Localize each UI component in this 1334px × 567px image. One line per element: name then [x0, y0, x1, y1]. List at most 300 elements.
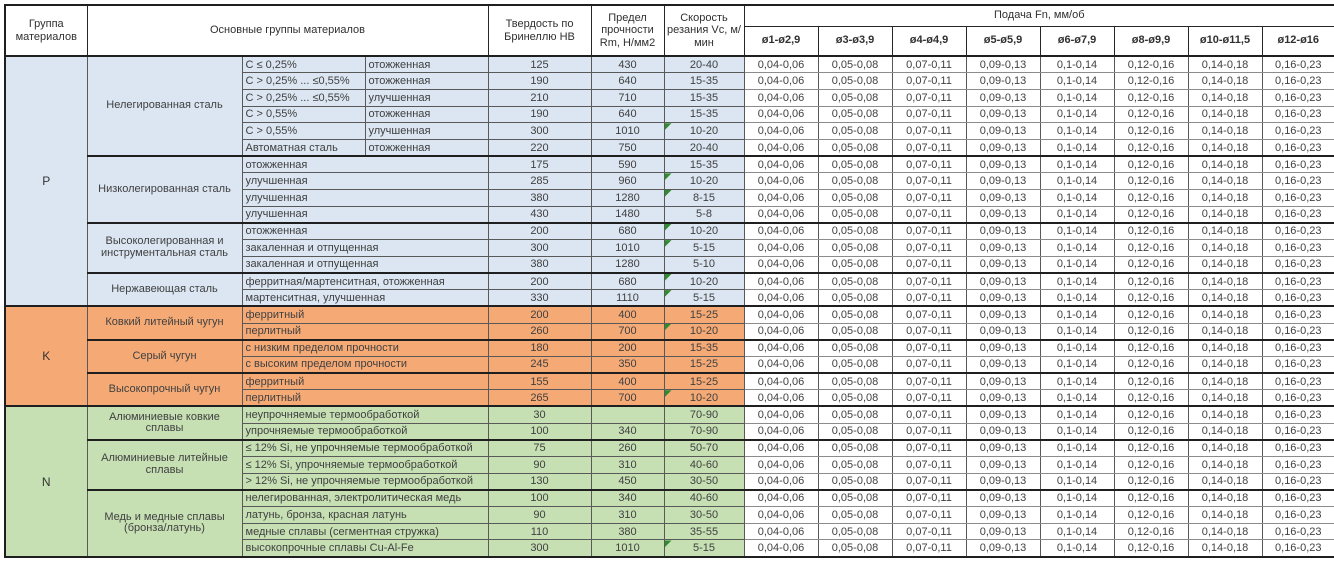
hardness-cell: 90: [488, 457, 591, 474]
feed-cell: 0,04-0,06: [744, 123, 818, 140]
strength-cell: 340: [591, 423, 664, 440]
composition-cell: C > 0,55%: [242, 123, 365, 140]
hardness-cell: 200: [488, 306, 591, 323]
feed-cell: 0,16-0,23: [1262, 507, 1334, 524]
feed-cell: 0,1-0,14: [1040, 139, 1114, 156]
feed-cell: 0,07-0,11: [892, 156, 966, 173]
material-group-cell: Высокопрочный чугун: [87, 373, 242, 406]
table-row: [5, 440, 1334, 457]
strength-cell: 260: [591, 440, 664, 457]
cutting-speed-cell: 10-20: [664, 273, 744, 290]
feed-cell: 0,14-0,18: [1188, 323, 1262, 340]
hardness-cell: 430: [488, 206, 591, 223]
feed-cell: 0,07-0,11: [892, 273, 966, 290]
feed-cell: 0,07-0,11: [892, 340, 966, 357]
strength-cell: 960: [591, 173, 664, 190]
feed-cell: 0,1-0,14: [1040, 173, 1114, 190]
subgroup-cell: улучшенная: [242, 173, 488, 190]
feed-cell: 0,12-0,16: [1114, 156, 1188, 173]
feed-cell: 0,05-0,08: [818, 356, 892, 373]
feed-cell: 0,12-0,16: [1114, 139, 1188, 156]
feed-cell: 0,14-0,18: [1188, 523, 1262, 540]
feed-cell: 0,09-0,13: [966, 540, 1040, 557]
hardness-cell: 130: [488, 473, 591, 490]
feed-cell: 0,09-0,13: [966, 323, 1040, 340]
header-material-group: Группа материалов: [5, 5, 87, 56]
feed-cell: 0,09-0,13: [966, 473, 1040, 490]
material-group-cell: Высоколегированная и инструментальная сталь: [87, 223, 242, 273]
feed-cell: 0,12-0,16: [1114, 173, 1188, 190]
feed-cell: 0,12-0,16: [1114, 423, 1188, 440]
feed-cell: 0,1-0,14: [1040, 223, 1114, 240]
feed-cell: 0,09-0,13: [966, 390, 1040, 407]
feed-cell: 0,09-0,13: [966, 56, 1040, 73]
strength-cell: 1280: [591, 190, 664, 207]
feed-cell: 0,1-0,14: [1040, 356, 1114, 373]
strength-cell: 1010: [591, 240, 664, 257]
feed-cell: 0,16-0,23: [1262, 139, 1334, 156]
subgroup-cell: перлитный: [242, 323, 488, 340]
group-letter-cell: K: [5, 306, 87, 406]
feed-cell: 0,16-0,23: [1262, 290, 1334, 307]
state-cell: улучшенная: [365, 89, 488, 106]
feed-diameter-header: ø12-ø16: [1262, 26, 1334, 56]
feed-cell: 0,05-0,08: [818, 56, 892, 73]
feed-cell: 0,1-0,14: [1040, 473, 1114, 490]
strength-cell: 710: [591, 89, 664, 106]
comment-flag-icon: [665, 290, 672, 297]
subgroup-cell: улучшенная: [242, 206, 488, 223]
comment-flag-icon: [665, 390, 672, 397]
feed-cell: 0,12-0,16: [1114, 206, 1188, 223]
cutting-speed-cell: 5-15: [664, 540, 744, 557]
feed-cell: 0,1-0,14: [1040, 89, 1114, 106]
subgroup-cell: отожженная: [242, 156, 488, 173]
hardness-cell: 125: [488, 56, 591, 73]
feed-cell: 0,09-0,13: [966, 123, 1040, 140]
feed-cell: 0,14-0,18: [1188, 507, 1262, 524]
feed-cell: 0,14-0,18: [1188, 306, 1262, 323]
feed-cell: 0,04-0,06: [744, 457, 818, 474]
feed-cell: 0,09-0,13: [966, 156, 1040, 173]
feed-cell: 0,16-0,23: [1262, 223, 1334, 240]
feed-cell: 0,07-0,11: [892, 306, 966, 323]
feed-cell: 0,09-0,13: [966, 240, 1040, 257]
feed-cell: 0,09-0,13: [966, 523, 1040, 540]
material-group-cell: Низколегированная сталь: [87, 156, 242, 223]
subgroup-cell: ≤ 12% Si, не упрочняемые термообработкой: [242, 440, 488, 457]
feed-cell: 0,05-0,08: [818, 206, 892, 223]
feed-cell: 0,07-0,11: [892, 473, 966, 490]
feed-diameter-header: ø6-ø7,9: [1040, 26, 1114, 56]
hardness-cell: 265: [488, 390, 591, 407]
feed-cell: 0,05-0,08: [818, 373, 892, 390]
hardness-cell: 220: [488, 139, 591, 156]
feed-cell: 0,14-0,18: [1188, 173, 1262, 190]
strength-cell: 700: [591, 390, 664, 407]
feed-cell: 0,09-0,13: [966, 89, 1040, 106]
feed-cell: 0,1-0,14: [1040, 56, 1114, 73]
feed-cell: 0,16-0,23: [1262, 390, 1334, 407]
feed-cell: 0,16-0,23: [1262, 240, 1334, 257]
feed-cell: 0,14-0,18: [1188, 89, 1262, 106]
feed-cell: 0,16-0,23: [1262, 273, 1334, 290]
feed-cell: 0,05-0,08: [818, 340, 892, 357]
feed-cell: 0,04-0,06: [744, 56, 818, 73]
subgroup-cell: ферритный: [242, 306, 488, 323]
subgroup-cell: отожженная: [242, 223, 488, 240]
feed-cell: 0,12-0,16: [1114, 73, 1188, 90]
feed-cell: 0,04-0,06: [744, 523, 818, 540]
feed-cell: 0,09-0,13: [966, 106, 1040, 123]
feed-cell: 0,14-0,18: [1188, 156, 1262, 173]
feed-cell: 0,04-0,06: [744, 406, 818, 423]
subgroup-cell: > 12% Si, не упрочняемые термообработкой: [242, 473, 488, 490]
cutting-speed-cell: 5-8: [664, 206, 744, 223]
feed-cell: 0,04-0,06: [744, 173, 818, 190]
feed-cell: 0,14-0,18: [1188, 457, 1262, 474]
feed-cell: 0,12-0,16: [1114, 457, 1188, 474]
feed-cell: 0,16-0,23: [1262, 156, 1334, 173]
feed-cell: 0,12-0,16: [1114, 523, 1188, 540]
feed-cell: 0,05-0,08: [818, 473, 892, 490]
feed-cell: 0,04-0,06: [744, 540, 818, 557]
feed-cell: 0,1-0,14: [1040, 190, 1114, 207]
cutting-speed-cell: 8-15: [664, 190, 744, 207]
feed-cell: 0,12-0,16: [1114, 507, 1188, 524]
feed-cell: 0,1-0,14: [1040, 273, 1114, 290]
feed-cell: 0,14-0,18: [1188, 423, 1262, 440]
cutting-speed-cell: 20-40: [664, 139, 744, 156]
hardness-cell: 90: [488, 507, 591, 524]
feed-cell: 0,16-0,23: [1262, 440, 1334, 457]
feed-cell: 0,04-0,06: [744, 423, 818, 440]
feed-cell: 0,1-0,14: [1040, 390, 1114, 407]
feed-cell: 0,05-0,08: [818, 240, 892, 257]
feed-cell: 0,09-0,13: [966, 490, 1040, 507]
subgroup-cell: медные сплавы (сегментная стружка): [242, 523, 488, 540]
strength-cell: 1480: [591, 206, 664, 223]
feed-cell: 0,14-0,18: [1188, 223, 1262, 240]
feed-cell: 0,16-0,23: [1262, 356, 1334, 373]
hardness-cell: 190: [488, 73, 591, 90]
cutting-speed-cell: 15-35: [664, 156, 744, 173]
strength-cell: 640: [591, 106, 664, 123]
feed-cell: 0,12-0,16: [1114, 306, 1188, 323]
feed-cell: 0,12-0,16: [1114, 473, 1188, 490]
feed-cell: 0,12-0,16: [1114, 356, 1188, 373]
feed-cell: 0,12-0,16: [1114, 540, 1188, 557]
feed-cell: 0,04-0,06: [744, 206, 818, 223]
subgroup-cell: закаленная и отпущенная: [242, 240, 488, 257]
hardness-cell: 75: [488, 440, 591, 457]
subgroup-cell: латунь, бронза, красная латунь: [242, 507, 488, 524]
cutting-speed-cell: 30-50: [664, 507, 744, 524]
feed-cell: 0,04-0,06: [744, 89, 818, 106]
hardness-cell: 210: [488, 89, 591, 106]
hardness-cell: 300: [488, 540, 591, 557]
feed-cell: 0,1-0,14: [1040, 156, 1114, 173]
comment-flag-icon: [665, 540, 672, 547]
feed-cell: 0,16-0,23: [1262, 73, 1334, 90]
hardness-cell: 200: [488, 223, 591, 240]
hardness-cell: 110: [488, 523, 591, 540]
cutting-speed-cell: 70-90: [664, 423, 744, 440]
table-row: [5, 373, 1334, 390]
feed-cell: 0,04-0,06: [744, 373, 818, 390]
subgroup-cell: улучшенная: [242, 190, 488, 207]
feed-cell: 0,14-0,18: [1188, 340, 1262, 357]
strength-cell: 680: [591, 273, 664, 290]
feed-cell: 0,09-0,13: [966, 256, 1040, 273]
feed-cell: 0,09-0,13: [966, 373, 1040, 390]
feed-cell: 0,04-0,06: [744, 106, 818, 123]
table-row: [5, 223, 1334, 240]
feed-cell: 0,16-0,23: [1262, 406, 1334, 423]
feed-diameter-header: ø4-ø4,9: [892, 26, 966, 56]
header-cutting-speed: Скорость резания Vc, м/мин: [664, 5, 744, 56]
strength-cell: 1280: [591, 256, 664, 273]
feed-cell: 0,04-0,06: [744, 390, 818, 407]
feed-cell: 0,16-0,23: [1262, 523, 1334, 540]
subgroup-cell: неупрочняемые термообработкой: [242, 406, 488, 423]
feed-cell: 0,14-0,18: [1188, 540, 1262, 557]
feed-cell: 0,09-0,13: [966, 223, 1040, 240]
feed-cell: 0,14-0,18: [1188, 240, 1262, 257]
subgroup-cell: с низким пределом прочности: [242, 340, 488, 357]
feed-cell: 0,12-0,16: [1114, 240, 1188, 257]
feed-diameter-header: ø3-ø3,9: [818, 26, 892, 56]
cutting-speed-cell: 15-25: [664, 373, 744, 390]
state-cell: улучшенная: [365, 123, 488, 140]
strength-cell: 590: [591, 156, 664, 173]
feed-cell: 0,07-0,11: [892, 457, 966, 474]
feed-cell: 0,12-0,16: [1114, 223, 1188, 240]
feed-cell: 0,16-0,23: [1262, 473, 1334, 490]
state-cell: отожженная: [365, 56, 488, 73]
feed-cell: 0,1-0,14: [1040, 323, 1114, 340]
feed-cell: 0,1-0,14: [1040, 406, 1114, 423]
feed-cell: 0,1-0,14: [1040, 540, 1114, 557]
feed-cell: 0,14-0,18: [1188, 73, 1262, 90]
composition-cell: Автоматная сталь: [242, 139, 365, 156]
feed-cell: 0,05-0,08: [818, 73, 892, 90]
feed-cell: 0,12-0,16: [1114, 440, 1188, 457]
feed-cell: 0,07-0,11: [892, 373, 966, 390]
feed-cell: 0,05-0,08: [818, 273, 892, 290]
strength-cell: [591, 406, 664, 423]
feed-cell: 0,07-0,11: [892, 223, 966, 240]
feed-cell: 0,07-0,11: [892, 490, 966, 507]
subgroup-cell: ≤ 12% Si, упрочняемые термообработкой: [242, 457, 488, 474]
feed-cell: 0,07-0,11: [892, 123, 966, 140]
feed-cell: 0,16-0,23: [1262, 457, 1334, 474]
feed-cell: 0,14-0,18: [1188, 390, 1262, 407]
feed-cell: 0,16-0,23: [1262, 306, 1334, 323]
material-group-cell: Серый чугун: [87, 340, 242, 373]
subgroup-cell: упрочняемые термообработкой: [242, 423, 488, 440]
hardness-cell: 260: [488, 323, 591, 340]
feed-diameter-header: ø8-ø9,9: [1114, 26, 1188, 56]
feed-cell: 0,14-0,18: [1188, 139, 1262, 156]
strength-cell: 1010: [591, 540, 664, 557]
hardness-cell: 100: [488, 490, 591, 507]
header-tensile-strength: Предел прочности Rm, Н/мм2: [591, 5, 664, 56]
feed-cell: 0,04-0,06: [744, 473, 818, 490]
feed-cell: 0,09-0,13: [966, 440, 1040, 457]
strength-cell: 640: [591, 73, 664, 90]
feed-cell: 0,1-0,14: [1040, 507, 1114, 524]
feed-cell: 0,04-0,06: [744, 490, 818, 507]
feed-cell: 0,16-0,23: [1262, 106, 1334, 123]
feed-cell: 0,09-0,13: [966, 306, 1040, 323]
feed-cell: 0,04-0,06: [744, 507, 818, 524]
comment-flag-icon: [665, 324, 672, 331]
feed-cell: 0,14-0,18: [1188, 440, 1262, 457]
feed-cell: 0,14-0,18: [1188, 273, 1262, 290]
feed-cell: 0,14-0,18: [1188, 473, 1262, 490]
feed-cell: 0,05-0,08: [818, 540, 892, 557]
feed-cell: 0,1-0,14: [1040, 340, 1114, 357]
feed-cell: 0,1-0,14: [1040, 73, 1114, 90]
feed-cell: 0,05-0,08: [818, 523, 892, 540]
subgroup-cell: с высоким пределом прочности: [242, 356, 488, 373]
feed-cell: 0,09-0,13: [966, 290, 1040, 307]
strength-cell: 1010: [591, 123, 664, 140]
header-main-material-groups: Основные группы материалов: [87, 5, 488, 56]
feed-cell: 0,04-0,06: [744, 290, 818, 307]
hardness-cell: 175: [488, 156, 591, 173]
feed-cell: 0,04-0,06: [744, 323, 818, 340]
cutting-speed-cell: 10-20: [664, 390, 744, 407]
feed-cell: 0,16-0,23: [1262, 490, 1334, 507]
table-body: [5, 56, 1334, 557]
feed-cell: 0,16-0,23: [1262, 373, 1334, 390]
feed-cell: 0,1-0,14: [1040, 106, 1114, 123]
cutting-speed-cell: 5-10: [664, 256, 744, 273]
feed-cell: 0,16-0,23: [1262, 89, 1334, 106]
cutting-speed-cell: 10-20: [664, 173, 744, 190]
feed-cell: 0,12-0,16: [1114, 56, 1188, 73]
feed-cell: 0,04-0,06: [744, 190, 818, 207]
hardness-cell: 380: [488, 190, 591, 207]
feed-cell: 0,04-0,06: [744, 340, 818, 357]
comment-flag-icon: [665, 274, 672, 281]
feed-diameter-header: ø10-ø11,5: [1188, 26, 1262, 56]
feed-cell: 0,07-0,11: [892, 507, 966, 524]
material-group-cell: Ковкий литейный чугун: [87, 306, 242, 339]
feed-cell: 0,16-0,23: [1262, 540, 1334, 557]
feed-cell: 0,04-0,06: [744, 139, 818, 156]
hardness-cell: 200: [488, 273, 591, 290]
table-row: [5, 490, 1334, 507]
composition-cell: C ≤ 0,25%: [242, 56, 365, 73]
feed-cell: 0,05-0,08: [818, 406, 892, 423]
comment-flag-icon: [665, 123, 672, 130]
cutting-speed-cell: 15-25: [664, 306, 744, 323]
feed-cell: 0,05-0,08: [818, 123, 892, 140]
feed-cell: 0,1-0,14: [1040, 423, 1114, 440]
feed-cell: 0,12-0,16: [1114, 406, 1188, 423]
cutting-speed-cell: 5-15: [664, 290, 744, 307]
feed-cell: 0,07-0,11: [892, 73, 966, 90]
strength-cell: 310: [591, 507, 664, 524]
feed-cell: 0,14-0,18: [1188, 256, 1262, 273]
state-cell: отожженная: [365, 139, 488, 156]
composition-cell: C > 0,55%: [242, 106, 365, 123]
material-group-cell: Алюминиевые литейные сплавы: [87, 440, 242, 490]
hardness-cell: 300: [488, 240, 591, 257]
feed-cell: 0,07-0,11: [892, 56, 966, 73]
feed-diameter-header: ø5-ø5,9: [966, 26, 1040, 56]
feed-cell: 0,1-0,14: [1040, 240, 1114, 257]
material-group-cell: Нелегированная сталь: [87, 56, 242, 156]
hardness-cell: 300: [488, 123, 591, 140]
cutting-speed-cell: 5-15: [664, 240, 744, 257]
feed-cell: 0,09-0,13: [966, 457, 1040, 474]
header-feed: Подача Fn, мм/об: [744, 5, 1334, 26]
table-row: [5, 340, 1334, 357]
comment-flag-icon: [665, 240, 672, 247]
subgroup-cell: высокопрочные сплавы Cu-Al-Fe: [242, 540, 488, 557]
feed-cell: 0,04-0,06: [744, 256, 818, 273]
feed-cell: 0,14-0,18: [1188, 206, 1262, 223]
feed-cell: 0,07-0,11: [892, 406, 966, 423]
table-row: [5, 273, 1334, 290]
feed-cell: 0,1-0,14: [1040, 440, 1114, 457]
cutting-speed-cell: 15-25: [664, 356, 744, 373]
feed-cell: 0,09-0,13: [966, 273, 1040, 290]
subgroup-cell: закаленная и отпущенная: [242, 256, 488, 273]
feed-cell: 0,04-0,06: [744, 440, 818, 457]
feed-cell: 0,09-0,13: [966, 206, 1040, 223]
feed-cell: 0,1-0,14: [1040, 256, 1114, 273]
hardness-cell: 245: [488, 356, 591, 373]
feed-cell: 0,07-0,11: [892, 423, 966, 440]
strength-cell: 400: [591, 373, 664, 390]
hardness-cell: 155: [488, 373, 591, 390]
feed-cell: 0,16-0,23: [1262, 123, 1334, 140]
feed-cell: 0,14-0,18: [1188, 106, 1262, 123]
feed-cell: 0,16-0,23: [1262, 340, 1334, 357]
feed-cell: 0,16-0,23: [1262, 190, 1334, 207]
material-group-cell: Алюминиевые ковкие сплавы: [87, 406, 242, 439]
cutting-speed-cell: 15-35: [664, 73, 744, 90]
feed-cell: 0,07-0,11: [892, 356, 966, 373]
feed-cell: 0,07-0,11: [892, 440, 966, 457]
feed-cell: 0,04-0,06: [744, 223, 818, 240]
feed-cell: 0,07-0,11: [892, 173, 966, 190]
feed-cell: 0,07-0,11: [892, 523, 966, 540]
table-row: [5, 406, 1334, 423]
cutting-speed-cell: 50-70: [664, 440, 744, 457]
cutting-speed-cell: 40-60: [664, 457, 744, 474]
feed-cell: 0,04-0,06: [744, 73, 818, 90]
feed-cell: 0,14-0,18: [1188, 490, 1262, 507]
feed-cell: 0,14-0,18: [1188, 290, 1262, 307]
feed-cell: 0,1-0,14: [1040, 306, 1114, 323]
hardness-cell: 380: [488, 256, 591, 273]
hardness-cell: 190: [488, 106, 591, 123]
feed-cell: 0,14-0,18: [1188, 190, 1262, 207]
strength-cell: 400: [591, 306, 664, 323]
comment-flag-icon: [665, 224, 672, 231]
comment-flag-icon: [665, 173, 672, 180]
feed-cell: 0,07-0,11: [892, 190, 966, 207]
feed-cell: 0,05-0,08: [818, 89, 892, 106]
feed-diameter-header: ø1-ø2,9: [744, 26, 818, 56]
subgroup-cell: нелегированная, электролитическая медь: [242, 490, 488, 507]
